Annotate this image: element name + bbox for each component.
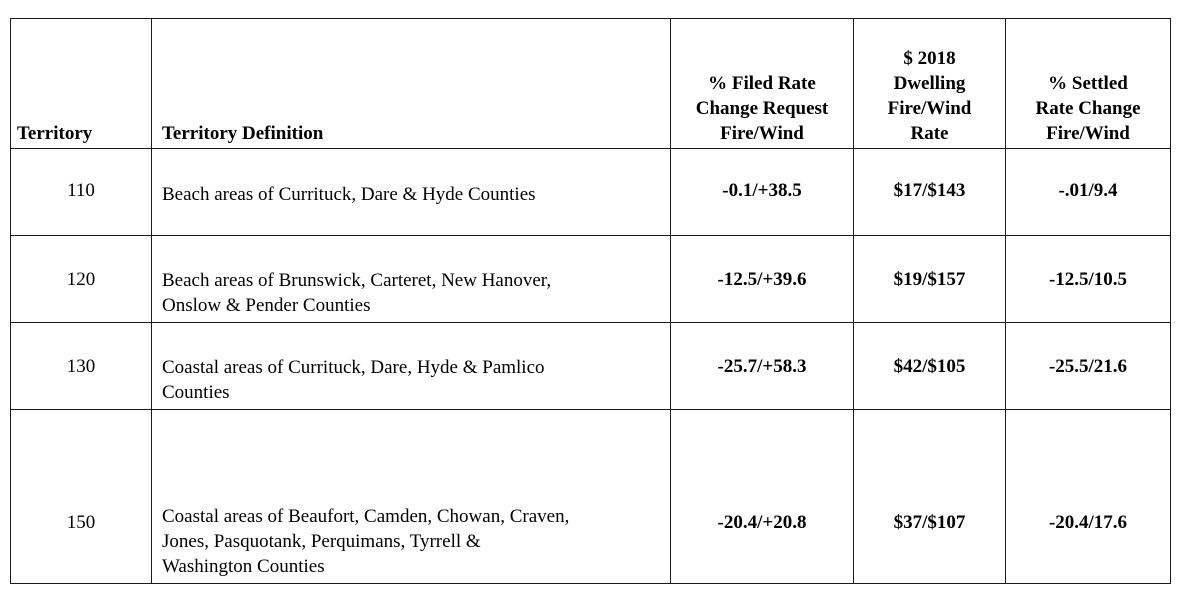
settled-rate-cell: -.01/9.4 (1006, 149, 1171, 236)
header-dwelling-rate: $ 2018 Dwelling Fire/Wind Rate (854, 19, 1006, 149)
dwelling-rate-cell: $19/$157 (854, 236, 1006, 323)
territory-cell: 150 (11, 410, 152, 584)
rate-table (10, 18, 1171, 584)
filed-rate-cell: -0.1/+38.5 (671, 149, 854, 236)
territory-cell: 130 (11, 323, 152, 410)
territory-cell: 110 (11, 149, 152, 236)
header-territory-definition: Territory Definition (152, 19, 671, 149)
header-filed-rate-change: % Filed Rate Change Request Fire/Wind (671, 19, 854, 149)
table-row (11, 323, 1171, 410)
definition-cell: Coastal areas of Currituck, Dare, Hyde & Pamlico Counties (152, 323, 671, 410)
filed-rate-cell: -20.4/+20.8 (671, 410, 854, 584)
header-territory: Territory (11, 19, 152, 149)
header-settled-rate-change: % Settled Rate Change Fire/Wind (1006, 19, 1171, 149)
dwelling-rate-cell: $17/$143 (854, 149, 1006, 236)
definition-cell: Beach areas of Currituck, Dare & Hyde Counties (152, 149, 671, 236)
filed-rate-cell: -25.7/+58.3 (671, 323, 854, 410)
definition-cell: Coastal areas of Beaufort, Camden, Chowan, Craven, Jones, Pasquotank, Perquimans, Tyrrell & Washington Counties (152, 410, 671, 584)
dwelling-rate-cell: $37/$107 (854, 410, 1006, 584)
settled-rate-cell: -12.5/10.5 (1006, 236, 1171, 323)
definition-cell: Beach areas of Brunswick, Carteret, New Hanover, Onslow & Pender Counties (152, 236, 671, 323)
settled-rate-cell: -25.5/21.6 (1006, 323, 1171, 410)
territory-cell: 120 (11, 236, 152, 323)
dwelling-rate-cell: $42/$105 (854, 323, 1006, 410)
table-row (11, 410, 1171, 584)
settled-rate-cell: -20.4/17.6 (1006, 410, 1171, 584)
filed-rate-cell: -12.5/+39.6 (671, 236, 854, 323)
table-row (11, 149, 1171, 236)
table-row (11, 236, 1171, 323)
header-row (11, 19, 1171, 149)
